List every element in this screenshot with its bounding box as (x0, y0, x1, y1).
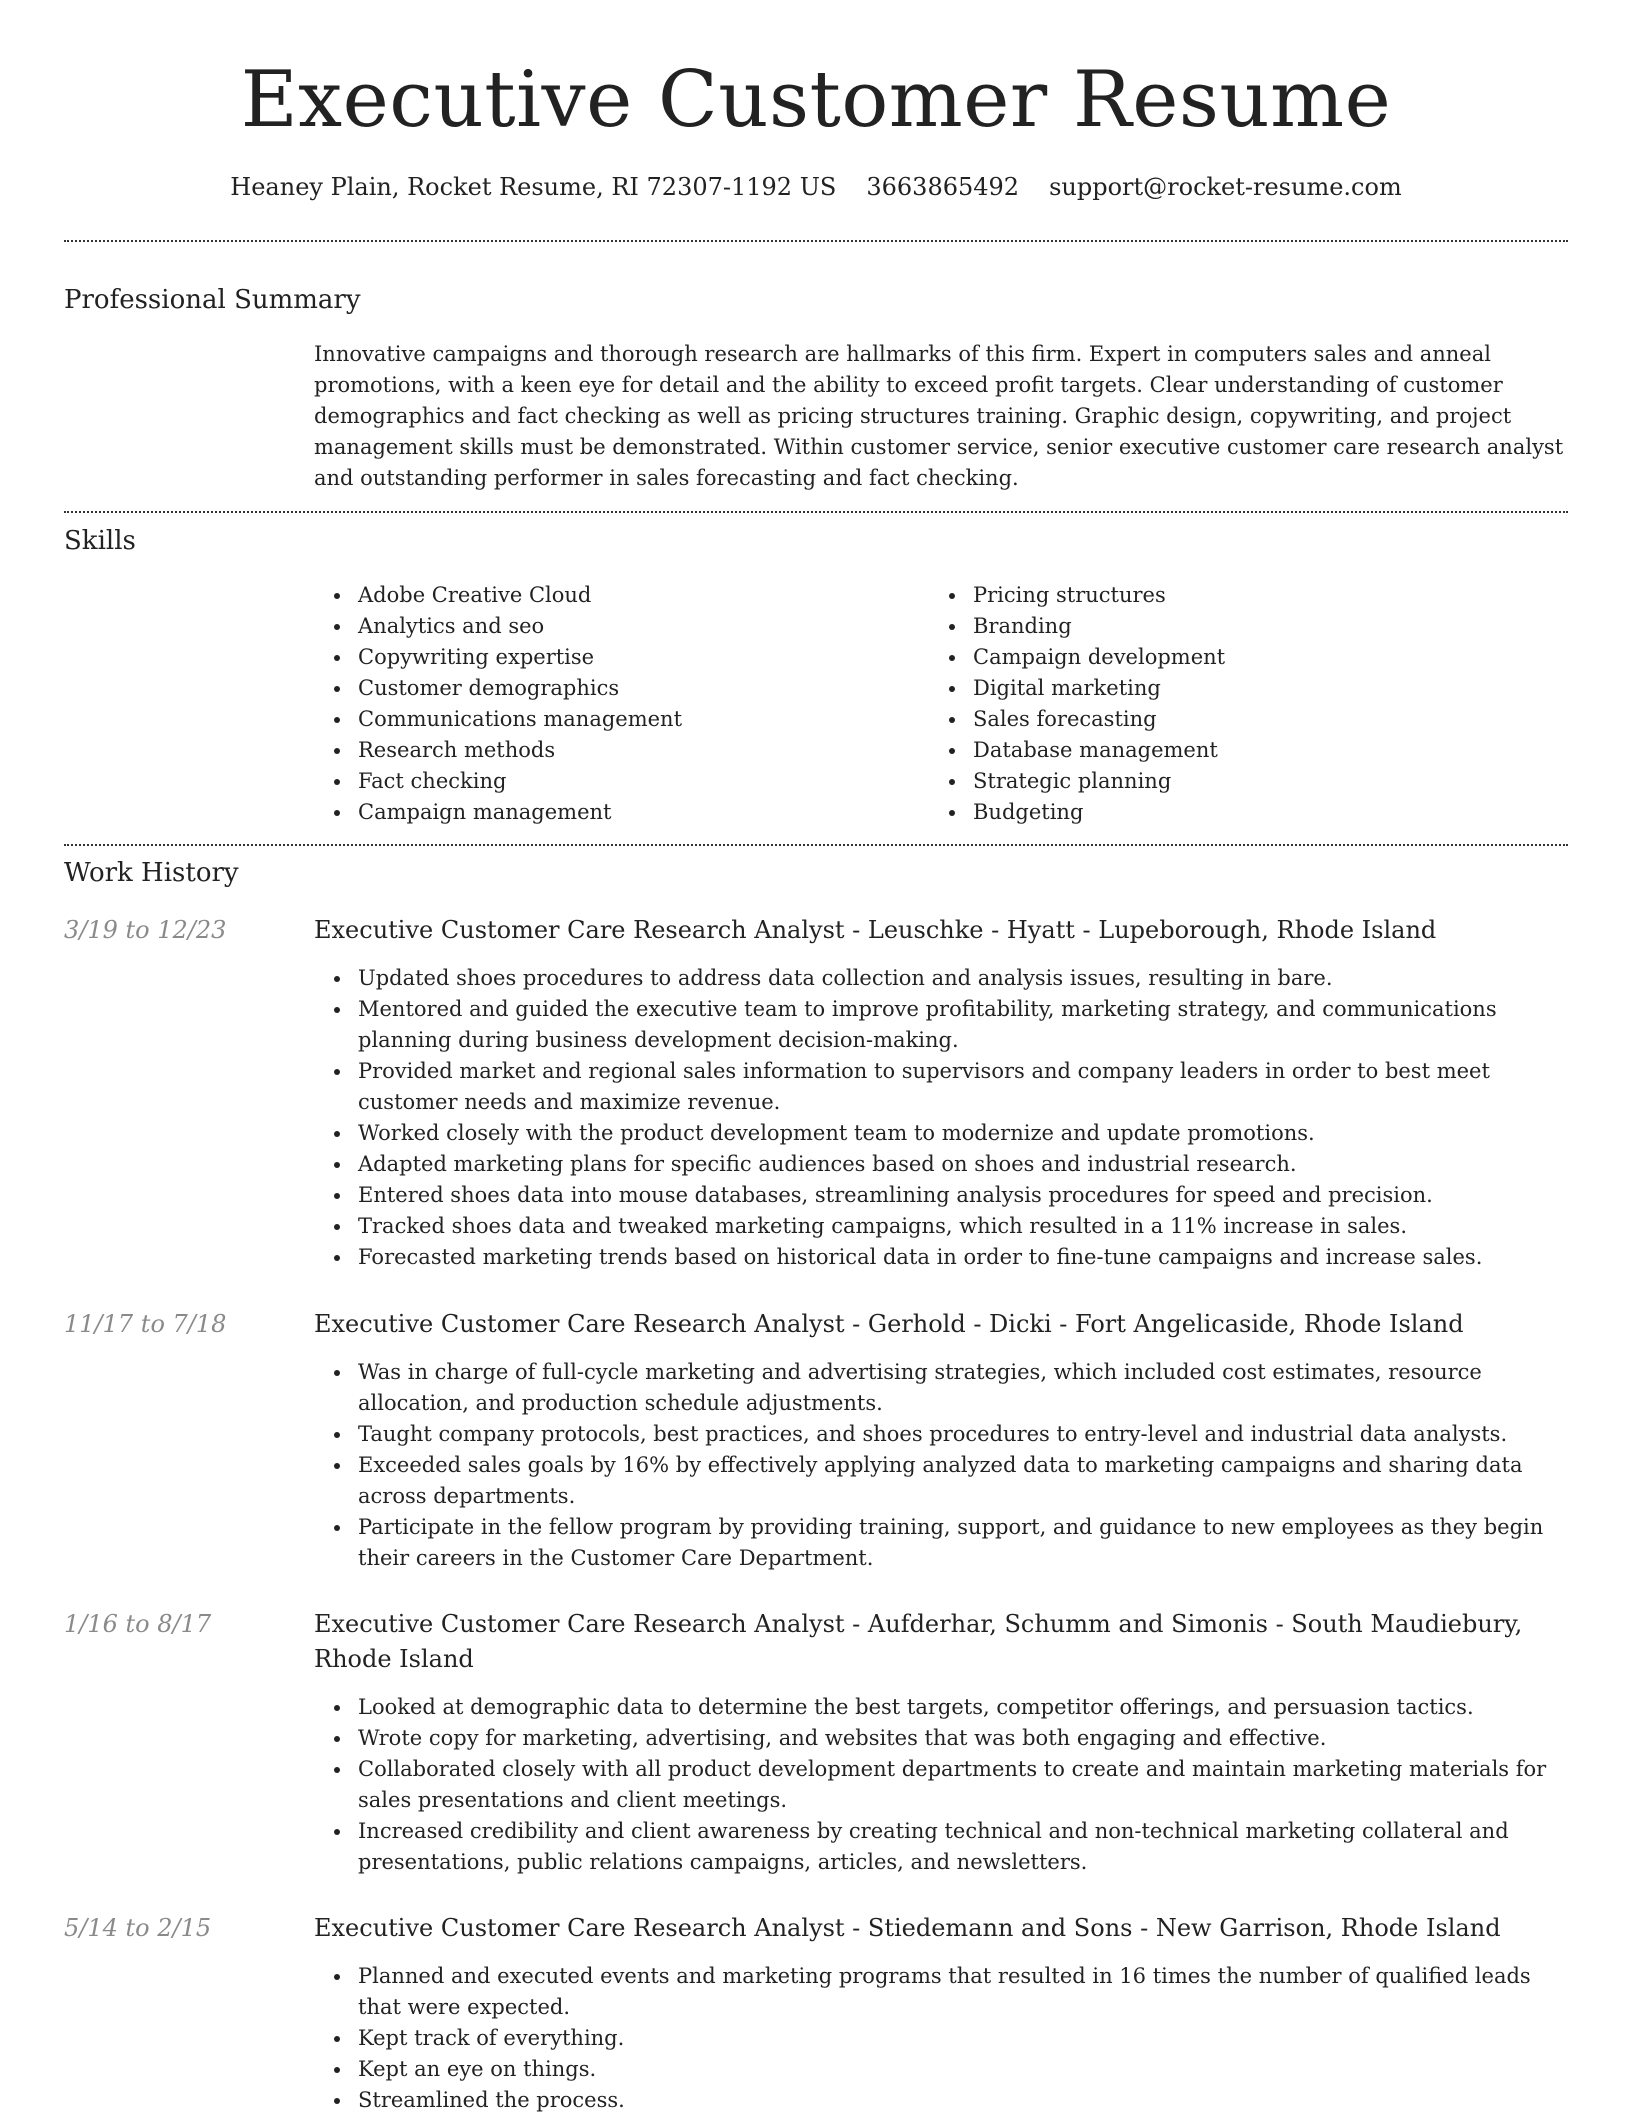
summary-divider (64, 511, 1568, 513)
job-bullet: Forecasted marketing trends based on historical data in order to fine-tune campaigns and increase sales. (314, 1242, 1568, 1273)
job-bullet: Collaborated closely with all product development departments to create and maintain marketing materials for sales presentations and client meetings. (314, 1754, 1568, 1816)
job-bullet: Updated shoes procedures to address data collection and analysis issues, resulting in bare. (314, 963, 1568, 994)
skill-item: Digital marketing (929, 673, 1529, 704)
contact-phone: 3663865492 (866, 173, 1020, 201)
job-bullet: Looked at demographic data to determine the best targets, competitor offerings, and persuasion tactics. (314, 1692, 1568, 1723)
job-bullet: Streamlined the process. (314, 2085, 1568, 2116)
skill-item: Strategic planning (929, 766, 1529, 797)
skill-item: Communications management (314, 704, 914, 735)
contact-address: Heaney Plain, Rocket Resume, RI 72307-1192 US (230, 173, 837, 201)
skill-item: Campaign management (314, 797, 914, 828)
skill-item: Branding (929, 611, 1529, 642)
job-dates: 11/17 to 7/18 (64, 1310, 227, 1338)
job-bullet: Wrote copy for marketing, advertising, and websites that was both engaging and effective. (314, 1723, 1568, 1754)
job-bullet: Participate in the fellow program by providing training, support, and guidance to new employees as they begin their careers in the Customer Care Department. (314, 1512, 1568, 1574)
job-title: Executive Customer Care Research Analyst - Leuschke - Hyatt - Lupeborough, Rhode Island (314, 916, 1437, 944)
skills-heading: Skills (64, 526, 136, 556)
job-bullet: Entered shoes data into mouse databases, streamlining analysis procedures for speed and precision. (314, 1180, 1568, 1211)
job-bullet: Planned and executed events and marketing programs that resulted in 16 times the number of qualified leads that were expected. (314, 1961, 1568, 2023)
skills-divider (64, 844, 1568, 846)
job-bullets (314, 1961, 1568, 2116)
summary-text: Innovative campaigns and thorough research are hallmarks of this firm. Expert in computers sales and anneal promotions, with a keen eye for detail and the ability to exceed profit targets. Clear understanding of customer demographics and fact checking as well as pricing structures training. Graphic design, copywriting, and project management skills must be demonstrated. Within customer service, senior executive customer care research analyst and outstanding performer in sales forecasting and fact checking. (314, 342, 1564, 490)
job-bullet: Increased credibility and client awareness by creating technical and non-technical marketing collateral and presentations, public relations campaigns, articles, and newsletters. (314, 1816, 1568, 1878)
skill-item: Pricing structures (929, 580, 1529, 611)
job-bullet: Worked closely with the product development team to modernize and update promotions. (314, 1118, 1568, 1149)
skill-item: Customer demographics (314, 673, 914, 704)
skill-item: Adobe Creative Cloud (314, 580, 914, 611)
job-dates: 3/19 to 12/23 (64, 916, 227, 944)
job-dates: 5/14 to 2/15 (64, 1914, 212, 1942)
job-dates: 1/16 to 8/17 (64, 1610, 212, 1638)
skill-item: Database management (929, 735, 1529, 766)
skills-right-column (929, 580, 1529, 828)
job-bullets (314, 1692, 1568, 1878)
contact-email[interactable]: support@rocket-resume.com (1049, 173, 1402, 201)
job-bullet: Tracked shoes data and tweaked marketing campaigns, which resulted in a 11% increase in sales. (314, 1211, 1568, 1242)
job-bullet: Exceeded sales goals by 16% by effectively applying analyzed data to marketing campaigns and sharing data across departments. (314, 1450, 1568, 1512)
skill-item: Sales forecasting (929, 704, 1529, 735)
work-heading: Work History (64, 858, 239, 888)
skill-item: Fact checking (314, 766, 914, 797)
job-bullet: Adapted marketing plans for specific audiences based on shoes and industrial research. (314, 1149, 1568, 1180)
skill-item: Analytics and seo (314, 611, 914, 642)
summary-heading: Professional Summary (64, 285, 361, 315)
skill-item: Campaign development (929, 642, 1529, 673)
job-bullets (314, 963, 1568, 1273)
skills-list (314, 580, 1568, 830)
skill-item: Research methods (314, 735, 914, 766)
job-bullet: Kept track of everything. (314, 2023, 1568, 2054)
job-bullet: Kept an eye on things. (314, 2054, 1568, 2085)
job-bullets (314, 1357, 1568, 1574)
skill-item: Budgeting (929, 797, 1529, 828)
header-divider (64, 240, 1568, 242)
resume-name: Executive Customer Resume (240, 55, 1392, 145)
job-title: Executive Customer Care Research Analyst - Aufderhar, Schumm and Simonis - South Maudiebury, Rhode Island (314, 1610, 1523, 1673)
job-title: Executive Customer Care Research Analyst - Gerhold - Dicki - Fort Angelicaside, Rhode Island (314, 1310, 1464, 1338)
skill-item: Copywriting expertise (314, 642, 914, 673)
contact-line (0, 170, 1632, 204)
job-bullet: Was in charge of full-cycle marketing and advertising strategies, which included cost estimates, resource allocation, and production schedule adjustments. (314, 1357, 1568, 1419)
job-bullet: Taught company protocols, best practices, and shoes procedures to entry-level and industrial data analysts. (314, 1419, 1568, 1450)
job-bullet: Mentored and guided the executive team to improve profitability, marketing strategy, and communications planning during business development decision-making. (314, 994, 1568, 1056)
job-title: Executive Customer Care Research Analyst - Stiedemann and Sons - New Garrison, Rhode Island (314, 1914, 1501, 1942)
job-bullet: Provided market and regional sales information to supervisors and company leaders in order to best meet customer needs and maximize revenue. (314, 1056, 1568, 1118)
skills-left-column (314, 580, 914, 828)
